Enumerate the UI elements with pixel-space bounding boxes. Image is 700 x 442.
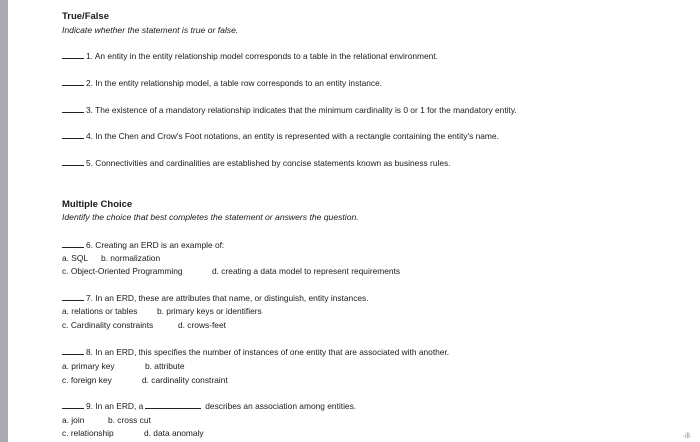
corner-watermark: ·ill· <box>682 433 692 440</box>
option-c: c. relationship <box>62 428 114 438</box>
tf-instructions: Indicate whether the statement is true or false. <box>62 25 239 35</box>
question-text-end: describes an association among entities. <box>205 401 357 411</box>
tf-question-5 <box>62 158 451 168</box>
question-text: 2. In the entity relationship model, a table row corresponds to an entity instance. <box>86 78 383 88</box>
option-a: a. join <box>62 415 85 425</box>
answer-blank[interactable] <box>62 131 84 139</box>
option-d: d. crows-feet <box>178 320 226 330</box>
mc-question-8 <box>62 347 449 357</box>
question-text: 6. Creating an ERD is an example of: <box>86 240 225 250</box>
tf-question-1 <box>62 51 438 61</box>
option-b: b. primary keys or identifiers <box>157 306 262 316</box>
option-d: d. creating a data model to represent requirements <box>212 266 401 276</box>
option-c: c. foreign key <box>62 375 112 385</box>
tf-section-title: True/False <box>62 11 109 22</box>
option-b: b. normalization <box>101 253 161 263</box>
answer-blank[interactable] <box>62 78 84 86</box>
fill-in-blank[interactable] <box>145 401 201 409</box>
question-text-start: 9. In an ERD, a <box>86 401 144 411</box>
mc-question-7 <box>62 293 369 303</box>
question-text: 1. An entity in the entity relationship model corresponds to a table in the relational environment. <box>86 51 438 61</box>
option-d: d. data anomaly <box>144 428 204 438</box>
mc-section-title: Multiple Choice <box>62 199 133 210</box>
mc-instructions: Identify the choice that best completes the statement or answers the question. <box>62 212 359 222</box>
answer-blank[interactable] <box>62 293 84 301</box>
tf-question-3 <box>62 105 517 115</box>
question-text: 5. Connectivities and cardinalities are established by concise statements known as business rules. <box>86 158 451 168</box>
option-a: a. relations or tables <box>62 306 138 316</box>
option-b: b. cross cut <box>108 415 151 425</box>
answer-blank[interactable] <box>62 347 84 355</box>
tf-question-2 <box>62 78 382 88</box>
answer-blank[interactable] <box>62 51 84 59</box>
option-b: b. attribute <box>145 361 185 371</box>
mc-question-9 <box>62 401 356 411</box>
question-text: 8. In an ERD, this specifies the number of instances of one entity that are associated with another. <box>86 347 450 357</box>
option-d: d. cardinality constraint <box>142 375 228 385</box>
answer-blank[interactable] <box>62 158 84 166</box>
option-a: a. primary key <box>62 361 115 371</box>
answer-blank[interactable] <box>62 105 84 113</box>
question-text: 4. In the Chen and Crow's Foot notations, an entity is represented with a rectangle containing the entity's name. <box>86 131 499 141</box>
option-c: c. Cardinality constraints <box>62 320 154 330</box>
mc-question-6 <box>62 240 224 250</box>
option-c: c. Object-Oriented Programming <box>62 266 183 276</box>
question-text: 3. The existence of a mandatory relationship indicates that the minimum cardinality is 0 or 1 for the mandatory entity. <box>86 105 517 115</box>
question-text: 7. In an ERD, these are attributes that name, or distinguish, entity instances. <box>86 293 369 303</box>
answer-blank[interactable] <box>62 240 84 248</box>
answer-blank[interactable] <box>62 401 84 409</box>
option-a: a. SQL <box>62 253 89 263</box>
tf-question-4 <box>62 131 499 141</box>
